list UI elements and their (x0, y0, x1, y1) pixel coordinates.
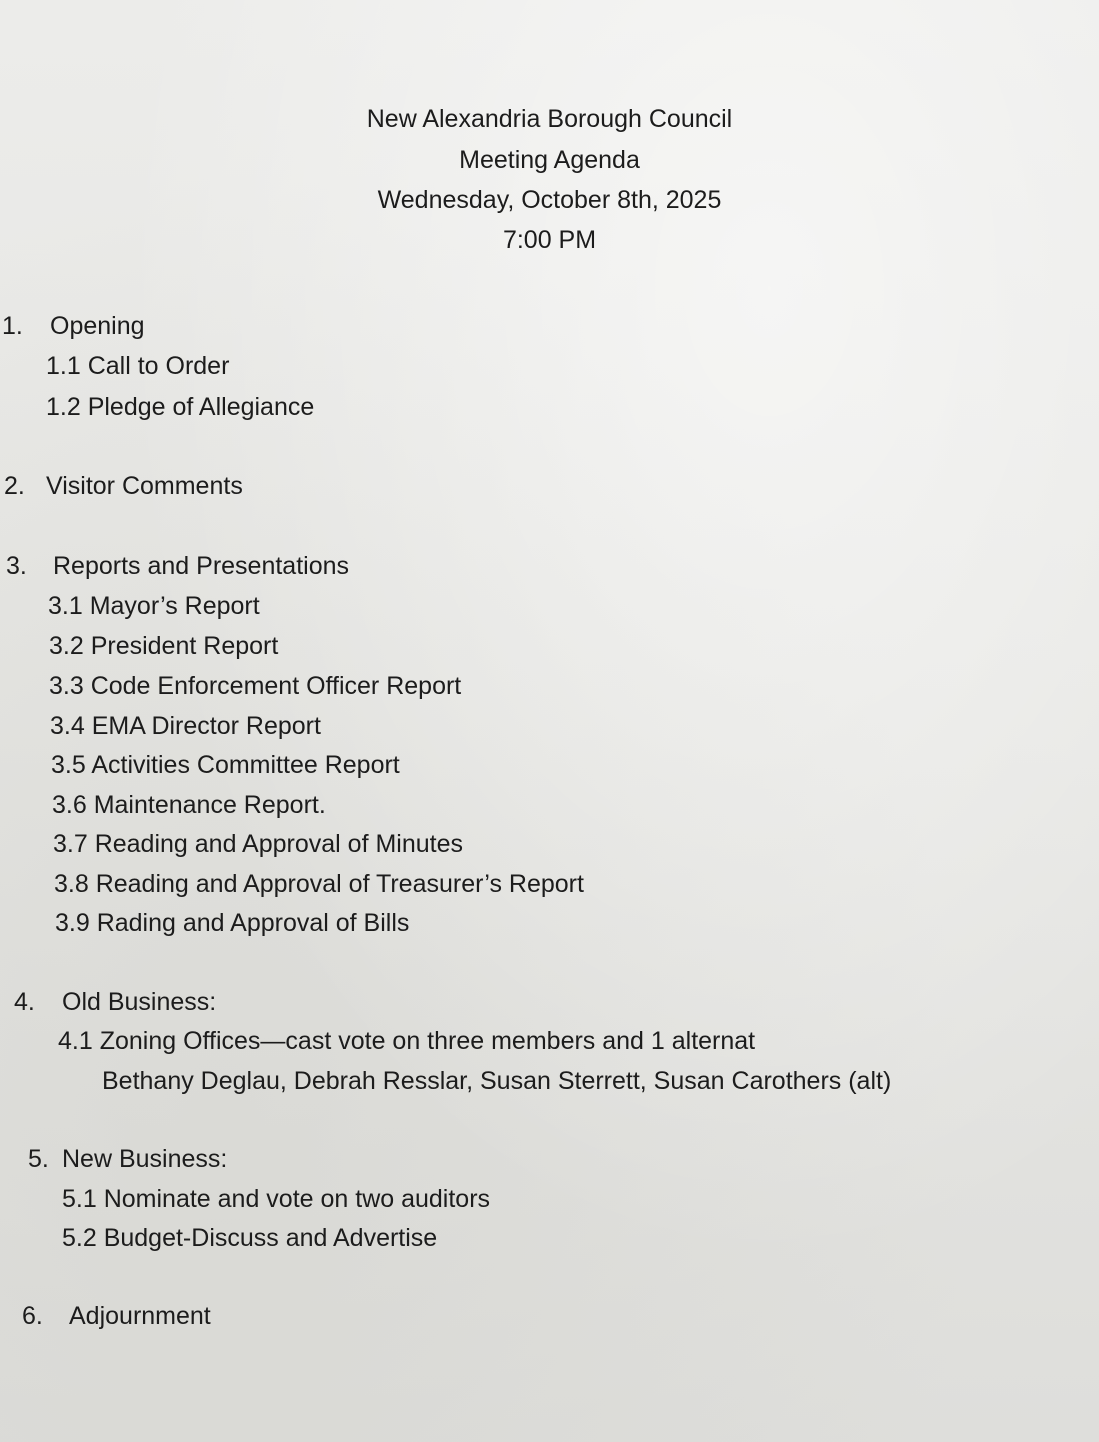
council-name: New Alexandria Borough Council (366, 105, 733, 133)
section-number: 3. (6, 552, 27, 580)
section-title: Visitor Comments (46, 472, 243, 500)
section-number: 6. (22, 1302, 43, 1330)
item-code-enforcement-report: 3.3 Code Enforcement Officer Report (49, 672, 462, 700)
section-title: Reports and Presentations (53, 552, 350, 580)
item-zoning-nominees: Bethany Deglau, Debrah Resslar, Susan Sterrett, Susan Carothers (alt) (102, 1067, 892, 1095)
section-title: Old Business: (62, 988, 217, 1016)
section-number: 1. (2, 312, 23, 340)
section-visitor-comments (4, 471, 243, 501)
meeting-time: 7:00 PM (502, 226, 597, 254)
section-opening (2, 311, 145, 341)
item-activities-committee-report: 3.5 Activities Committee Report (51, 751, 400, 779)
item-auditors: 5.1 Nominate and vote on two auditors (62, 1185, 491, 1213)
section-number: 2. (4, 472, 25, 500)
section-title: Opening (50, 312, 145, 340)
section-number: 4. (14, 988, 35, 1016)
section-number: 5. (28, 1145, 49, 1173)
item-treasurers-report: 3.8 Reading and Approval of Treasurer’s Report (54, 870, 584, 898)
section-title: Adjournment (69, 1302, 211, 1330)
item-mayors-report: 3.1 Mayor’s Report (48, 592, 260, 620)
section-title: New Business: (62, 1145, 228, 1173)
section-reports (6, 551, 349, 581)
section-new-business (28, 1144, 227, 1174)
document-title: Meeting Agenda (459, 146, 640, 174)
item-minutes-approval: 3.7 Reading and Approval of Minutes (53, 830, 463, 858)
section-old-business (14, 987, 216, 1017)
item-pledge: 1.2 Pledge of Allegiance (46, 393, 315, 421)
item-budget: 5.2 Budget-Discuss and Advertise (62, 1224, 438, 1252)
item-maintenance-report: 3.6 Maintenance Report. (52, 791, 326, 819)
item-zoning-offices: 4.1 Zoning Offices—cast vote on three members and 1 alternat (58, 1027, 756, 1055)
item-call-to-order: 1.1 Call to Order (46, 352, 230, 380)
meeting-date: Wednesday, October 8th, 2025 (377, 186, 722, 214)
section-adjournment (22, 1301, 211, 1331)
item-ema-director-report: 3.4 EMA Director Report (50, 712, 321, 740)
item-bills-approval: 3.9 Rading and Approval of Bills (55, 909, 410, 937)
item-president-report: 3.2 President Report (49, 632, 279, 660)
